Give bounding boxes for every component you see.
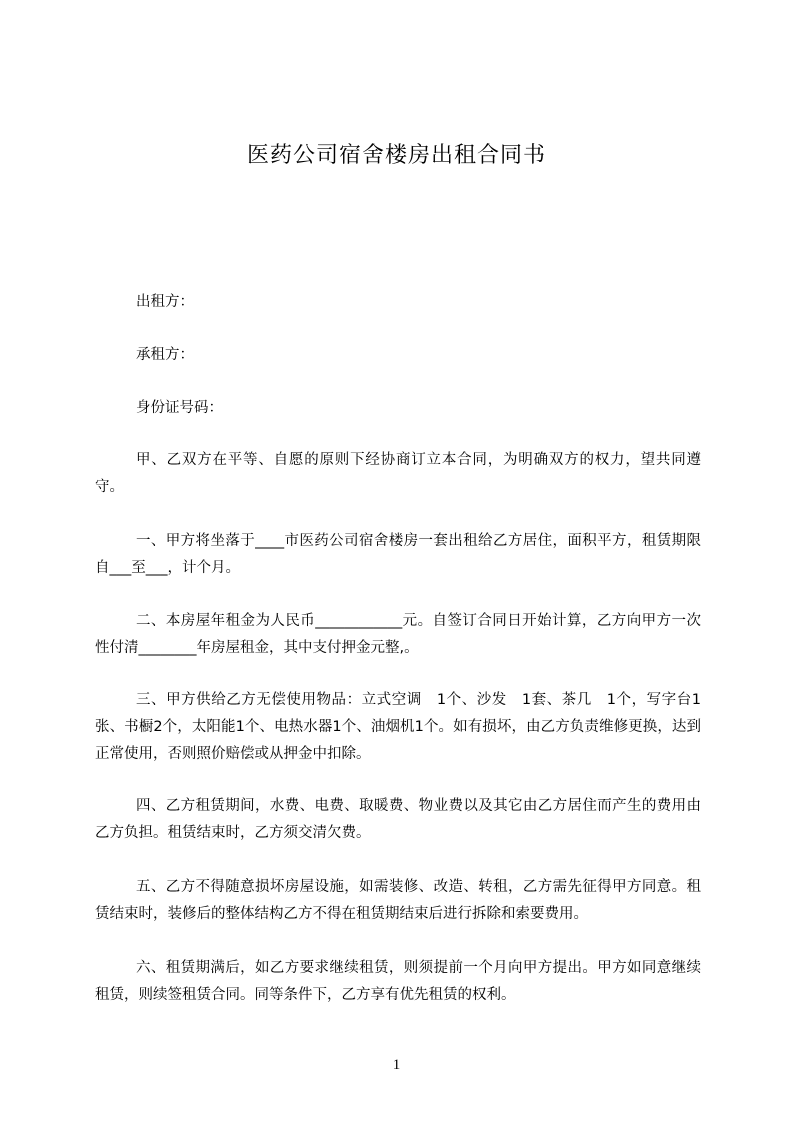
clause-3-paragraph: 三、甲方供给乙方无偿使用物品：立式空调 1个、沙发 1套、茶几 1个，写字台1张、书橱2个，太阳能1个、电热水器1个、油烟机1个。如有损坏，由乙方负责维修更换，达到正常使用，否则照价赔偿或从押金中扣除。 (95, 692, 701, 762)
intro-paragraph: 甲、乙双方在平等、自愿的原则下经协商订立本合同，为明确双方的权力，望共同遵守。 (95, 452, 701, 495)
clause-4-paragraph: 四、乙方租赁期间，水费、电费、取暖费、物业费以及其它由乙方居住而产生的费用由乙方负担。租赁结束时，乙方须交清欠费。 (95, 798, 701, 841)
lessor-field: 出租方： (136, 294, 194, 310)
clause-5-paragraph: 五、乙方不得随意损坏房屋设施，如需装修、改造、转租，乙方需先征得甲方同意。租赁结束时，装修后的整体结构乙方不得在租赁期结束后进行拆除和索要费用。 (95, 879, 701, 922)
clause-6-paragraph: 六、租赁期满后，如乙方要求继续租赁，则须提前一个月向甲方提出。甲方如同意继续租赁，则续签租赁合同。同等条件下，乙方享有优先租赁的权利。 (95, 960, 701, 1003)
clause-1-paragraph: 一、甲方将坐落于____市医药公司宿舍楼房一套出租给乙方居住，面积平方，租赁期限自___至___，计个月。 (95, 533, 701, 576)
lessee-field: 承租方： (136, 347, 194, 363)
document-title: 医药公司宿舍楼房出租合同书 (246, 143, 546, 168)
id-number-field: 身份证号码： (136, 400, 223, 416)
page-number: 1 (392, 1057, 401, 1073)
clause-2-paragraph: 二、本房屋年租金为人民币____________元。自签订合同日开始计算，乙方向甲方一次性付清________年房屋租金，其中支付押金元整,。 (95, 613, 701, 656)
